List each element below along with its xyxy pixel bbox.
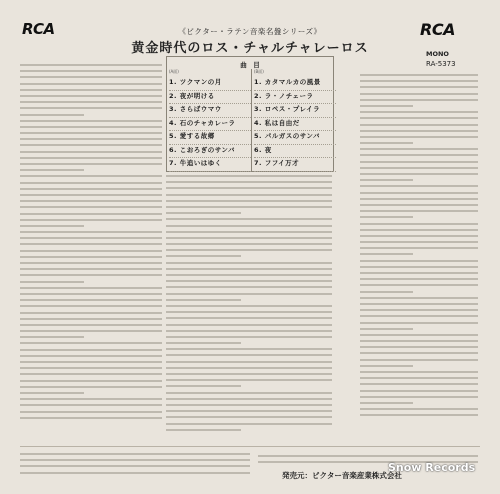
text-line [166,218,332,220]
text-line [20,213,162,215]
side-b [251,69,336,172]
rca-logo-left: RCA [22,20,55,38]
text-line [360,93,478,95]
text-line [20,107,162,109]
text-line [360,377,478,379]
text-line [360,80,478,82]
text-line [20,206,162,208]
track-item: 2. 夜が明ける [169,91,251,105]
text-line [360,179,413,181]
text-line [166,336,332,338]
catalog-number: RA-5373 [426,60,456,68]
text-line [166,385,241,387]
text-line [20,281,84,283]
text-line [20,157,162,159]
text-line [20,299,162,301]
text-line [20,268,162,270]
text-line [360,99,478,101]
text-line [166,293,332,295]
text-line [360,284,478,286]
text-line [20,342,162,344]
track-item: 3. ロペス・プレイラ [254,104,336,118]
text-line [20,417,162,419]
text-line [20,132,162,134]
text-line [166,274,332,276]
text-line [360,359,478,361]
text-line [20,95,162,97]
text-line [20,231,162,233]
tracklist-heading: 曲 目 [240,61,260,69]
text-line [360,303,478,305]
text-line [360,229,478,231]
text-line [166,262,332,264]
manufacturing-credits [20,453,250,478]
track-item: 5. 愛する故郷 [169,131,251,145]
text-line [166,231,332,233]
track-item: 1. ツクマンの月 [169,77,251,91]
text-line [20,398,162,400]
text-line [360,396,478,398]
text-line [360,328,413,330]
text-line [360,266,478,268]
text-line [166,249,332,251]
text-line [360,334,478,336]
text-line [20,411,162,413]
liner-notes-middle-column [166,175,332,443]
text-line [360,136,478,138]
text-line [166,324,332,326]
text-line [360,402,413,404]
text-line [20,349,162,351]
text-line [166,398,332,400]
text-line [166,423,332,425]
text-line [360,86,478,88]
text-line [166,175,332,177]
text-line [360,161,478,163]
track-item: 6. こおろぎのサンバ [169,145,251,159]
text-line [20,101,162,103]
text-line [166,404,332,406]
text-line [360,117,478,119]
text-line [166,317,332,319]
text-line [360,247,478,249]
text-line [166,373,332,375]
text-line [166,330,332,332]
text-line [360,74,478,76]
text-line [20,318,162,320]
text-line [20,324,162,326]
text-line [360,185,478,187]
text-line [20,287,162,289]
text-line [20,225,84,227]
text-line [360,371,478,373]
text-line [20,392,84,394]
text-line [360,105,413,107]
text-line [20,250,162,252]
text-line [20,404,162,406]
side-a-label: (A面) [169,69,179,74]
text-line [20,361,162,363]
text-line [166,280,332,282]
track-item: 5. パルガスのサンバ [254,131,336,145]
text-line [166,200,332,202]
track-item: 4. 私は自由だ [254,118,336,132]
text-line [166,361,332,363]
text-line [20,175,162,177]
text-line [258,455,478,457]
track-item: 2. ラ・ノチェーラ [254,91,336,105]
text-line [360,192,478,194]
text-line [166,243,332,245]
text-line [360,322,478,324]
text-line [360,340,478,342]
text-line [360,173,478,175]
text-line [20,144,162,146]
text-line [360,130,478,132]
text-line [360,124,478,126]
track-item: 4. 石のチャカレーラ [169,118,251,132]
text-line [166,342,241,344]
text-line [20,465,250,467]
text-line [360,297,478,299]
text-line [166,354,332,356]
text-line [20,64,162,66]
text-line [166,348,332,350]
text-line [360,390,478,392]
text-line [20,89,162,91]
track-item: 1. カタマルカの風景 [254,77,336,91]
text-line [20,70,162,72]
text-line [20,336,84,338]
text-line [166,237,332,239]
footer-divider [20,446,480,447]
text-line [166,225,332,227]
text-line [20,83,162,85]
text-line [20,194,162,196]
text-line [360,253,413,255]
text-line [360,148,478,150]
text-line [360,204,478,206]
text-line [166,255,241,257]
text-line [20,237,162,239]
text-line [20,453,250,455]
text-line [360,352,478,354]
text-line [20,367,162,369]
track-item: 6. 夜 [254,145,336,159]
text-line [20,114,84,116]
track-item: 7. フフイ万才 [254,158,336,172]
text-line [20,243,162,245]
text-line [20,200,162,202]
text-line [360,414,478,416]
text-line [20,355,162,357]
text-line [20,126,162,128]
text-line [166,268,332,270]
text-line [20,305,162,307]
text-line [20,274,162,276]
text-line [166,410,332,412]
text-line [360,346,478,348]
text-line [20,262,162,264]
text-line [360,210,478,212]
side-b-label: (B面) [254,69,264,74]
text-line [20,472,250,474]
text-line [20,188,162,190]
mono-label: MONO [426,50,449,58]
text-line [20,120,162,122]
text-line [166,212,241,214]
text-line [20,330,162,332]
liner-notes-right-column [360,74,478,430]
text-line [20,256,162,258]
text-line [20,76,162,78]
text-line [20,386,162,388]
text-line [360,223,478,225]
text-line [166,392,332,394]
text-line [360,315,478,317]
text-line [360,278,478,280]
text-line [20,380,162,382]
text-line [360,309,478,311]
text-line [360,241,478,243]
text-line [166,181,332,183]
text-line [360,198,478,200]
text-line [166,379,332,381]
text-line [360,365,413,367]
liner-notes-left-column [20,64,162,436]
text-line [360,272,478,274]
text-line [20,169,84,171]
side-a [169,69,251,172]
text-line [20,163,162,165]
text-line [360,154,478,156]
text-line [360,167,478,169]
track-item: 3. さらばウマウ [169,104,251,118]
track-item: 7. 牛追いはゆく [169,158,251,172]
text-line [360,142,413,144]
text-line [360,291,413,293]
text-line [360,235,478,237]
text-line [166,429,241,431]
text-line [360,260,478,262]
publisher-line: 発売元：ビクター音楽産業株式会社 [282,471,402,480]
text-line [20,459,250,461]
text-line [360,111,478,113]
text-line [166,286,332,288]
text-line [20,219,162,221]
text-line [20,312,162,314]
text-line [20,151,162,153]
text-line [166,311,332,313]
text-line [166,305,332,307]
text-line [360,216,413,218]
text-line [166,206,332,208]
album-title: 黄金時代のロス・チャルチャレーロス [131,41,369,56]
text-line [166,416,332,418]
tracklist-box [166,56,334,172]
text-line [360,408,478,410]
text-line [20,373,162,375]
text-line [20,182,162,184]
series-subtitle: 《ビクター・ラテン音楽名盤シリーズ》 [178,27,322,36]
text-line [20,293,162,295]
watermark-text: Snow Records [388,461,476,474]
text-line [166,367,332,369]
text-line [360,383,478,385]
text-line [166,194,332,196]
text-line [166,299,241,301]
rca-logo-right: RCA [420,20,455,39]
text-line [20,138,162,140]
text-line [166,187,332,189]
